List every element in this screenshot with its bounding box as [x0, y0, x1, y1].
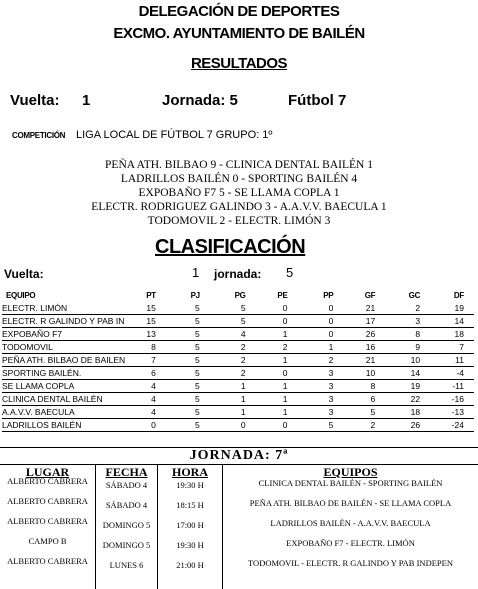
col-lugar: LUGAR [25, 465, 70, 479]
stat-cell: 19 [375, 380, 420, 393]
stat-cell: 0 [246, 302, 288, 315]
standings-row [2, 367, 474, 380]
col-pe: PE [277, 291, 288, 300]
result-line: LADRILLOS BAILÉN 0 - SPORTING BAILÉN 4 [120, 173, 358, 185]
stat-cell: 3 [375, 315, 420, 328]
stat-cell: 7 [420, 341, 474, 354]
clasificacion-title: CLASIFICACIÓN [155, 236, 306, 258]
stat-cell: 1 [246, 354, 288, 367]
schedule-equipos: EXPOBAÑO F7 - ELECTR. LIMÓN [286, 538, 415, 548]
team-name: TODOMOVIL [2, 341, 138, 354]
schedule-fecha: DOMINGO 5 [102, 540, 151, 550]
col-pj: PJ [190, 291, 200, 300]
col-pp: PP [323, 291, 334, 300]
stat-cell: 4 [138, 406, 156, 419]
schedule-hora: 17:00 H [176, 520, 204, 530]
col-df: DF [453, 291, 464, 300]
stat-cell: 15 [138, 302, 156, 315]
team-name: PEÑA ATH. BILBAO DE BAILEN [2, 354, 138, 367]
stat-cell: 5 [156, 302, 200, 315]
stat-cell: 1 [287, 341, 333, 354]
schedule-lugar: ALBERTO CABRERA [7, 516, 88, 526]
team-name: CLINICA DENTAL BAILÉN [2, 393, 138, 406]
stat-cell: 8 [333, 380, 375, 393]
stat-cell: 5 [287, 419, 333, 432]
schedule-section [0, 447, 478, 589]
col-equipos: EQUIPOS [323, 465, 378, 479]
team-name: LADRILLOS BAILÉN [2, 419, 138, 432]
col-gf: GF [364, 291, 376, 300]
stat-cell: 1 [200, 380, 246, 393]
stat-cell: 5 [156, 419, 200, 432]
schedule-lugar: ALBERTO CABRERA [7, 476, 88, 486]
stat-cell: 5 [156, 380, 200, 393]
standings-row [2, 419, 474, 432]
stat-cell: 1 [200, 393, 246, 406]
stat-cell: 21 [333, 302, 375, 315]
team-name: EXPOBAÑO F7 [2, 328, 138, 341]
stat-cell: 3 [287, 367, 333, 380]
stat-cell: 0 [246, 315, 288, 328]
stat-cell: 5 [156, 354, 200, 367]
stat-cell: 5 [333, 406, 375, 419]
stat-cell: 1 [246, 328, 288, 341]
stat-cell: 1 [246, 406, 288, 419]
stat-cell: 10 [333, 367, 375, 380]
schedule-equipos: LADRILLOS BAILÉN - A.A.V.V. BAECULA [270, 518, 431, 528]
stat-cell: 19 [420, 302, 474, 315]
result-line: TODOMOVIL 2 - ELECTR. LIMÓN 3 [147, 215, 331, 227]
stat-cell: 2 [333, 419, 375, 432]
stat-cell: 3 [287, 393, 333, 406]
schedule-fecha: SÁBADO 4 [105, 500, 148, 510]
stat-cell: 5 [156, 315, 200, 328]
sport-label: Fútbol 7 [288, 92, 347, 109]
schedule-hora: 21:00 H [176, 560, 204, 570]
team-name: A.A.V.V. BAECULA [2, 406, 138, 419]
schedule-lugar: ALBERTO CABRERA [7, 496, 88, 506]
standings-row [2, 341, 474, 354]
standings-row [2, 354, 474, 367]
stat-cell: 8 [375, 328, 420, 341]
col-pt: PT [146, 291, 156, 300]
vuelta-value: 1 [82, 92, 91, 109]
clasif-vuelta-value: 1 [192, 265, 200, 280]
standings-row [2, 315, 474, 328]
stat-cell: -24 [420, 419, 474, 432]
vuelta-label: Vuelta: [10, 92, 60, 109]
stat-cell: 2 [246, 341, 288, 354]
stat-cell: 0 [287, 315, 333, 328]
team-name: ELECTR. LIMÓN [2, 302, 138, 315]
stat-cell: 0 [246, 419, 288, 432]
stat-cell: 21 [333, 354, 375, 367]
header-line-2: EXCMO. AYUNTAMIENTO DE BAILÉN [113, 25, 365, 42]
stat-cell: 10 [375, 354, 420, 367]
standings-row [2, 406, 474, 419]
stat-cell: 5 [200, 302, 246, 315]
standings-row [2, 302, 474, 315]
stat-cell: 5 [156, 367, 200, 380]
result-line: EXPOBAÑO F7 5 - SE LLAMA COPLA 1 [138, 187, 340, 199]
stat-cell: 15 [138, 315, 156, 328]
stat-cell: 26 [333, 328, 375, 341]
stat-cell: 0 [246, 367, 288, 380]
competicion-value: LIGA LOCAL DE FÚTBOL 7 GRUPO: 1º [76, 129, 273, 141]
col-fecha: FECHA [105, 465, 148, 479]
standings-row [2, 393, 474, 406]
stat-cell: 1 [246, 380, 288, 393]
standings-row [2, 380, 474, 393]
stat-cell: 1 [246, 393, 288, 406]
competicion-label: COMPETICIÓN [12, 131, 66, 140]
schedule-lugar: CAMPO B [28, 536, 67, 546]
stat-cell: 3 [287, 380, 333, 393]
stat-cell: 2 [200, 354, 246, 367]
schedule-fecha: SÁBADO 4 [105, 480, 148, 490]
schedule-hora: 19:30 H [176, 480, 204, 490]
stat-cell: 26 [375, 419, 420, 432]
col-pg: PG [234, 291, 246, 300]
col-gc: GC [408, 291, 421, 300]
stat-cell: 14 [375, 367, 420, 380]
stat-cell: -16 [420, 393, 474, 406]
stat-cell: 1 [200, 406, 246, 419]
result-line: PEÑA ATH. BILBAO 9 - CLINICA DENTAL BAILÉN 1 [105, 159, 373, 171]
schedule-equipos: PEÑA ATH. BILBAO DE BAILÉN - SE LLAMA COPLA [249, 498, 452, 508]
stat-cell: 6 [333, 393, 375, 406]
stat-cell: 18 [420, 328, 474, 341]
schedule-hora: 19:30 H [176, 540, 204, 550]
stat-cell: 5 [156, 328, 200, 341]
team-name: SPORTING BAILÉN. [2, 367, 138, 380]
clasif-vuelta-label: Vuelta: [4, 267, 44, 281]
stat-cell: 5 [200, 315, 246, 328]
stat-cell: 4 [138, 393, 156, 406]
stat-cell: 14 [420, 315, 474, 328]
header-line-1: DELEGACIÓN DE DEPORTES [138, 3, 340, 20]
standings-header [2, 290, 474, 302]
stat-cell: 5 [156, 341, 200, 354]
stat-cell: 0 [287, 302, 333, 315]
stat-cell: 9 [375, 341, 420, 354]
schedule-fecha: DOMINGO 5 [102, 520, 151, 530]
stat-cell: 2 [200, 341, 246, 354]
stat-cell: 2 [200, 367, 246, 380]
stat-cell: 2 [287, 354, 333, 367]
schedule-fecha: LUNES 6 [109, 560, 144, 570]
schedule-lugar: ALBERTO CABRERA [7, 556, 88, 566]
stat-cell: 3 [287, 406, 333, 419]
stat-cell: 18 [375, 406, 420, 419]
stat-cell: 22 [375, 393, 420, 406]
standings-table [2, 290, 474, 432]
team-name: SE LLAMA COPLA [2, 380, 138, 393]
clasif-jornada-label: jornada: [214, 267, 262, 281]
stat-cell: 4 [138, 380, 156, 393]
stat-cell: -4 [420, 367, 474, 380]
stat-cell: 0 [138, 419, 156, 432]
stat-cell: 13 [138, 328, 156, 341]
standings-row [2, 328, 474, 341]
stat-cell: -13 [420, 406, 474, 419]
result-line: ELECTR. RODRIGUEZ GALINDO 3 - A.A.V.V. BAECULA 1 [91, 201, 387, 213]
stat-cell: -11 [420, 380, 474, 393]
stat-cell: 8 [138, 341, 156, 354]
col-hora: HORA [172, 465, 208, 479]
schedule-equipos: TODOMOVIL - ELECTR. R GALINDO Y PAB INDEPEN [248, 558, 453, 568]
schedule-equipos: CLINICA DENTAL BAILÉN - SPORTING BAILÉN [258, 478, 443, 488]
stat-cell: 7 [138, 354, 156, 367]
jornada-label: Jornada: 5 [162, 92, 238, 109]
stat-cell: 6 [138, 367, 156, 380]
col-equipo: EQUIPO [6, 291, 36, 300]
stat-cell: 5 [156, 406, 200, 419]
stat-cell: 4 [200, 328, 246, 341]
schedule-title: JORNADA: 7ª [189, 448, 289, 463]
stat-cell: 5 [156, 393, 200, 406]
stat-cell: 0 [200, 419, 246, 432]
stat-cell: 0 [287, 328, 333, 341]
schedule-hora: 18:15 H [176, 500, 204, 510]
header-line-3: RESULTADOS [190, 55, 288, 72]
stat-cell: 11 [420, 354, 474, 367]
stat-cell: 2 [375, 302, 420, 315]
stat-cell: 17 [333, 315, 375, 328]
stat-cell: 16 [333, 341, 375, 354]
clasif-jornada-value: 5 [286, 265, 294, 280]
team-name: ELECTR. R GALINDO Y PAB IN [2, 315, 138, 328]
